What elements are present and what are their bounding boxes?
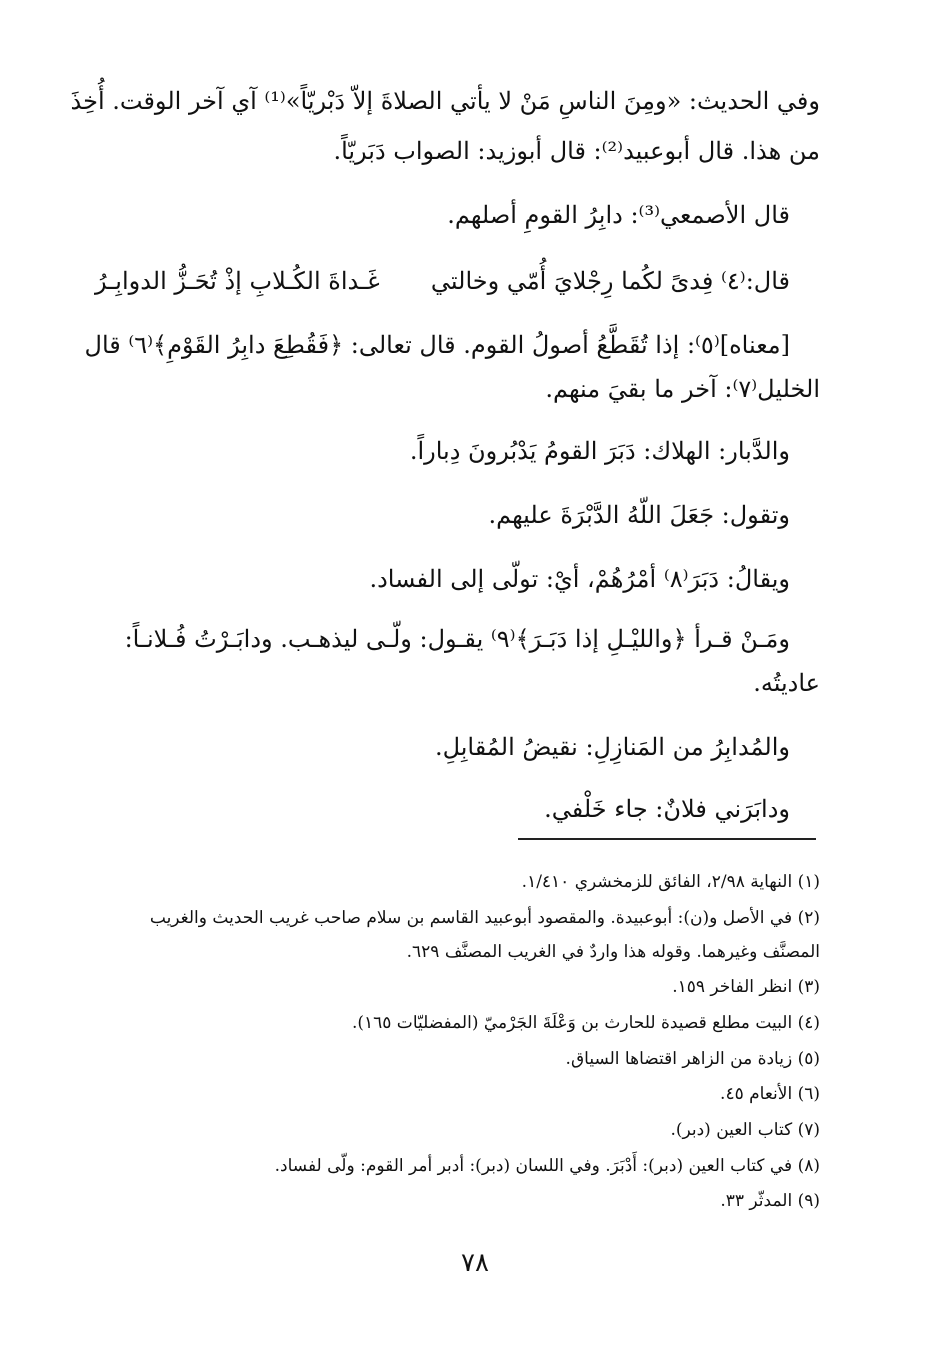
paragraph-amruhum: ويقالُ: دَبَرَ⁽٨⁾ أمْرُهُمْ، أيْ: تولّى إلى الفساد.: [369, 565, 790, 593]
paragraph-hadith-line-2: من هذا. قال أبوعبيد⁽²⁾: قال أبوزيد: الصواب دَبَريّاً.: [333, 137, 820, 165]
paragraph-meaning-line-1: [معناه]⁽٥⁾: إذا تُقَطَّعُ أصولُ القوم. قال تعالى: ﴿فَقُطِعَ دابِرُ القَوْمِ﴾⁽٦⁾ قال: [84, 331, 790, 359]
paragraph-hadith-line-1: وفي الحديث: «ومِنَ الناسِ مَنْ لا يأتي الصلاةَ إلاّ دَبْريّاً»⁽¹⁾ آي آخر الوقت. أُخِذَ: [70, 87, 820, 115]
paragraph-dabarani: ودابَرَني فلانٌ: جاء خَلْفي.: [544, 795, 790, 823]
footnote-8: (٨) في كتاب العين (دبر): أَدْبَرَ. وفي اللسان (دبر): أدبر أمر القوم: ولّى لفساد.: [274, 1156, 820, 1176]
footnote-6: (٦) الأنعام ٤٥.: [720, 1084, 820, 1104]
footnote-7: (٧) كتاب العين (دبر).: [670, 1120, 820, 1140]
footnote-separator: [518, 838, 816, 840]
paragraph-dabar: والدَّبار: الهلاك: دَبَرَ القومُ يَدْبُرونَ دِباراً.: [409, 437, 790, 465]
footnote-4: (٤) البيت مطلع قصيدة للحارث بن وَعْلَةَ الجَرْميّ (المفضليّات ١٦٥).: [351, 1013, 820, 1033]
footnote-2-line-1: (٢) في الأصل و(ن): أبوعبيدة. والمقصود أبوعبيد القاسم بن سلام صاحب غريب الحديث والغريب: [149, 908, 820, 928]
footnote-2-line-2: المصنَّف وغيرهما. وقوله هذا واردٌ في الغريب المصنَّف ٦٢٩.: [406, 942, 820, 962]
verse-first-hemistich: قال:⁽٤⁾ فِدىً لكُما رِجْلايَ أُمّي وخالتي: [430, 267, 790, 295]
verse-second-hemistich: غَـداةَ الكُـلابِ إذْ تُحَـزُّ الدوابِـرُ: [95, 267, 380, 295]
paragraph-qiraa-line-2: عاديتُه.: [753, 669, 820, 697]
footnote-5: (٥) زيادة من الزاهر اقتضاها السياق.: [565, 1049, 820, 1069]
paragraph-asmai: قال الأصمعي⁽³⁾: دابِرُ القومِ أصلهم.: [447, 201, 790, 229]
page-number: ٧٨: [461, 1248, 489, 1278]
paragraph-mudabir: والمُدابِرُ من المَنازِلِ: نقيضُ المُقابِلِ.: [434, 733, 790, 761]
footnote-9: (٩) المدثّر ٣٣.: [720, 1191, 820, 1211]
paragraph-dabra: وتقول: جَعَلَ اللّهُ الدَّبْرَةَ عليهم.: [488, 501, 790, 529]
paragraph-qiraa-line-1: ومَـنْ قـرأ ﴿والليْـلِ إذا دَبَـرَ﴾⁽٩⁾ يقـول: ولّـى ليذهـب. ودابَـرْتُ فُـلانـاً:: [124, 625, 790, 653]
footnote-1: (١) النهاية ٢/٩٨، الفائق للزمخشري ١/٤١٠.: [521, 872, 820, 892]
paragraph-meaning-line-2: الخليل⁽٧⁾: آخر ما بقيَ منهم.: [545, 375, 820, 403]
footnote-3: (٣) انظر الفاخر ١٥٩.: [672, 977, 820, 997]
